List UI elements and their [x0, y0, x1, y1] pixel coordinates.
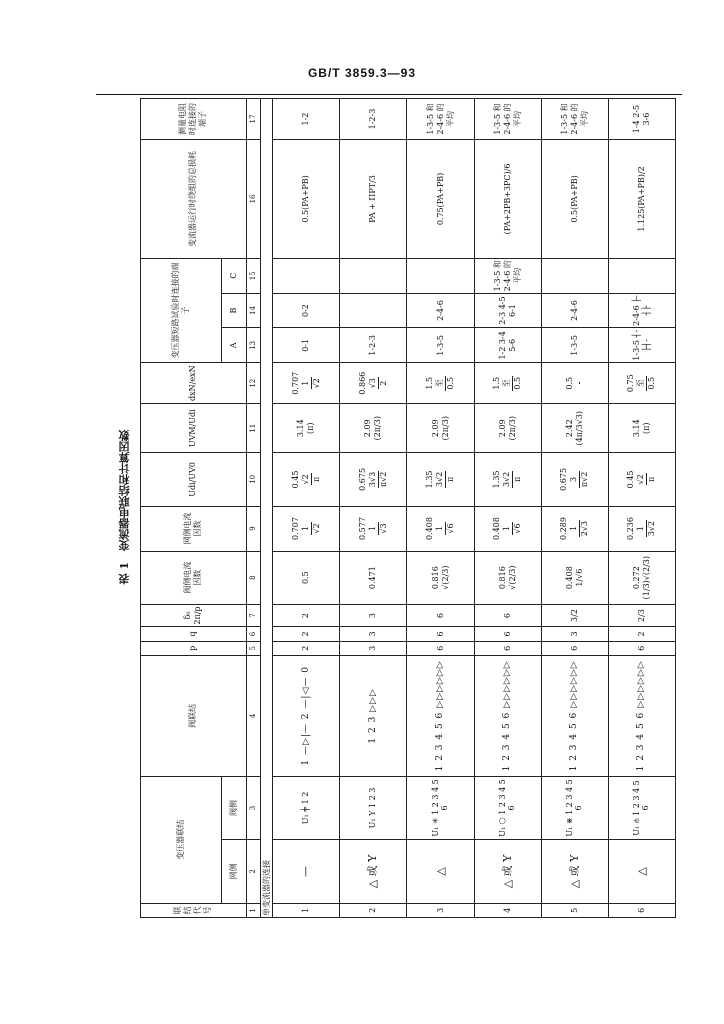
fraction: [368, 377, 389, 389]
value-dxn: 1.5: [492, 376, 502, 390]
cell-line-symbol: △: [608, 840, 675, 903]
denominator: 2: [378, 380, 388, 386]
fraction: [368, 471, 389, 488]
cell-p: 6: [407, 641, 474, 655]
numerator: [579, 382, 580, 384]
cell-udi: [407, 453, 474, 506]
denominator: π√2: [378, 471, 388, 488]
cell-b: 2-4-6: [407, 293, 474, 328]
table-row: [474, 99, 541, 918]
numerator: 至: [636, 376, 647, 391]
value-line-current: 0.408: [492, 517, 502, 540]
cell-dxn: [407, 363, 474, 404]
denominator: π: [513, 476, 523, 483]
denominator: π: [446, 476, 456, 483]
thyristor-bridge-icon: 1 2 3 4 5 6 ▷▷▷▷▷▷: [636, 660, 647, 772]
cell-valve-connection: [608, 655, 675, 776]
col-num: 9: [246, 506, 260, 551]
fraction: [301, 522, 322, 534]
cell-code: 2: [340, 903, 407, 917]
th-line-current-label: 网侧电流: [183, 512, 193, 545]
thyristor-bridge-icon: 1 2 3 ▷▷▷: [367, 688, 378, 744]
cell-udi: [474, 453, 541, 506]
cell-total-loss: (PA+2PB+3PC)/6: [474, 140, 541, 259]
cell-udi: [541, 453, 608, 506]
cell-c: [273, 258, 340, 293]
cell-uvm: [407, 404, 474, 453]
th-valve-side: 阀侧: [222, 776, 246, 839]
th-valve-current-unit: 因数: [193, 569, 203, 586]
value-uvm: 3.14: [631, 419, 641, 438]
cell-valve-connection: [474, 655, 541, 776]
winding-diagram-icon: U₁ ✳ 1 2 3 4 5 6: [431, 779, 450, 837]
cell-valve-current: [407, 551, 474, 604]
value-valve-current: 0.816: [430, 566, 440, 590]
cell-total-loss: 0.5(PA+PB): [273, 140, 340, 259]
cell-valve-current: [340, 551, 407, 604]
cell-code: 3: [407, 903, 474, 917]
numerator: 3√2: [435, 471, 445, 488]
cell-code: 4: [474, 903, 541, 917]
value-uvm: 3.14: [296, 419, 306, 438]
fraction: [579, 382, 580, 384]
cell-c: [407, 258, 474, 293]
fraction: [435, 522, 456, 534]
value-dxn: 1.5: [425, 376, 435, 390]
value-line-current: 0.408: [425, 517, 435, 540]
value-line-current: 0.236: [626, 517, 636, 540]
numerator: 至: [435, 376, 446, 391]
cell-p: 6: [608, 641, 675, 655]
cell-a: 1-3-5: [541, 328, 608, 363]
value-valve-current: 0.471: [368, 566, 378, 590]
th-measure: 测量电阻时连接的端子: [141, 99, 247, 140]
thyristor-bridge-icon: 1 2 3 4 5 6 ▷▷▷▷▷▷: [435, 660, 446, 772]
thyristor-bridge-icon: 1 —▷|— 2 —|◁— 0: [300, 666, 311, 766]
numerator: 1: [502, 522, 513, 534]
page-header: GB/T 3859.3—93: [307, 66, 417, 80]
cell-c: 1-3-5 和 2-4-6 的平均: [474, 258, 541, 293]
table-row: [273, 99, 340, 918]
cell-uvm: [608, 404, 675, 453]
value-udi: 0.675: [357, 467, 367, 491]
numerator: 3√3: [367, 471, 377, 488]
cell-q: 6: [474, 627, 541, 641]
cell-uvm: [474, 404, 541, 453]
cell-p: 6: [541, 641, 608, 655]
formula-valve-current: √(2/3): [440, 565, 450, 590]
fraction: [435, 471, 456, 488]
formula-uvm: (π): [306, 422, 316, 434]
cell-q: 3: [541, 627, 608, 641]
cell-b: [340, 293, 407, 328]
value-udi: 0.45: [290, 470, 300, 489]
cell-c: [541, 258, 608, 293]
winding-diagram-icon: U₁ ⋇ 1 2 3 4 5 6: [565, 779, 584, 837]
th-valve-current-label: 阀侧电流: [183, 561, 193, 594]
converter-table: [140, 98, 676, 918]
cell-q: 3: [340, 627, 407, 641]
value-udi: 1.35: [425, 470, 435, 489]
table-row: [541, 99, 608, 918]
cell-c: [340, 258, 407, 293]
fraction: [301, 377, 322, 389]
numerator: 1: [368, 522, 379, 534]
cell-valve-current: [474, 551, 541, 604]
value-uvm: 2.09: [497, 419, 507, 438]
cell-c: [608, 258, 675, 293]
cell-valve-current: [608, 551, 675, 604]
value-uvm: 2.42: [564, 419, 574, 438]
cell-valve-symbol: [608, 776, 675, 839]
cell-udi: [340, 453, 407, 506]
cell-delta: 6: [474, 604, 541, 627]
value-valve-current: 0.5: [301, 571, 311, 585]
th-line-current-unit: 因数: [193, 520, 203, 537]
formula-uvm: (4π/3√3): [574, 410, 584, 446]
fraction: [502, 471, 523, 488]
denominator: 2√3: [580, 520, 590, 537]
cell-line-current: [407, 506, 474, 551]
formula-uvm: (2π/3): [373, 416, 383, 441]
th-valve-conn: 阀联结: [141, 655, 247, 776]
cell-delta: 2/3: [608, 604, 675, 627]
numerator: 1: [569, 520, 580, 537]
table-body: [273, 99, 676, 918]
fraction: [569, 520, 590, 537]
cell-a: 0-1: [273, 328, 340, 363]
th-dxn: dxN/exN: [141, 363, 247, 404]
cell-p: 6: [474, 641, 541, 655]
cell-measure: 1-3-5 和 2-4-6 的平均: [407, 99, 474, 140]
numerator: √2: [300, 474, 310, 485]
cell-line-symbol: —: [273, 840, 340, 903]
denominator: √6: [446, 523, 456, 534]
th-line-current: [141, 506, 247, 551]
cell-valve-symbol: [407, 776, 474, 839]
numerator: √2: [636, 474, 646, 485]
col-num: 3: [246, 776, 260, 839]
cell-measure: 1-3-5 和 2-4-6 的平均: [474, 99, 541, 140]
cell-line-symbol: △: [407, 840, 474, 903]
value-line-current: 0.577: [357, 517, 367, 540]
fraction: [502, 522, 523, 534]
cell-line-current: [541, 506, 608, 551]
numerator: 1: [301, 377, 312, 389]
formula-valve-current: √(2/3): [507, 565, 517, 590]
value-uvm: 2.09: [363, 419, 373, 438]
cell-line-symbol: △ 或 Y: [474, 840, 541, 903]
cell-b: 2-4-6 ├-┤├: [608, 293, 675, 328]
numerator: 至: [502, 376, 513, 391]
cell-delta: 2: [273, 604, 340, 627]
cell-q: 2: [273, 627, 340, 641]
cell-measure: 1-3-5 和 2-4-6 的平均: [541, 99, 608, 140]
cell-b: 2-4-6: [541, 293, 608, 328]
cell-a: 1-2-3: [340, 328, 407, 363]
fraction: [301, 473, 322, 485]
cell-dxn: [273, 363, 340, 404]
cell-p: 3: [340, 641, 407, 655]
value-dxn: 0.75: [626, 374, 636, 393]
col-num: 13: [246, 328, 260, 363]
cell-delta: 3/2: [541, 604, 608, 627]
numerator: 3√2: [502, 471, 512, 488]
cell-line-current: [340, 506, 407, 551]
denominator: √2: [311, 523, 321, 534]
th-q: q: [141, 627, 247, 641]
cell-valve-connection: [340, 655, 407, 776]
col-num: 15: [246, 258, 260, 293]
cell-a: 1-3-5 ┤-├┤-: [608, 328, 675, 363]
cell-code: 5: [541, 903, 608, 917]
cell-code: 1: [273, 903, 340, 917]
value-dxn: 0.866: [357, 371, 367, 395]
thyristor-bridge-icon: 1 2 3 4 5 6 ▷▷▷▷▷▷: [502, 660, 513, 772]
col-num: 14: [246, 293, 260, 328]
denominator: 0.5: [647, 376, 657, 390]
table-wrap: [140, 98, 676, 918]
col-num: 1: [246, 903, 260, 917]
cell-b: 2-3 4-5 6-1: [474, 293, 541, 328]
cell-p: 2: [273, 641, 340, 655]
fraction: [569, 471, 590, 488]
col-num: 16: [246, 140, 260, 259]
col-num: 2: [246, 840, 260, 903]
value-valve-current: 0.408: [564, 566, 574, 590]
th-line-side: 网侧: [222, 840, 246, 903]
cell-q: 6: [407, 627, 474, 641]
cell-measure: 1-4 2-5 3-6: [608, 99, 675, 140]
cell-b: 0-2: [273, 293, 340, 328]
cell-valve-connection: [273, 655, 340, 776]
fraction: [636, 520, 657, 537]
cell-valve-connection: [407, 655, 474, 776]
value-valve-current: 0.272: [631, 566, 641, 590]
cell-delta: 6: [407, 604, 474, 627]
numerator: 1: [435, 522, 446, 534]
denominator: π: [647, 476, 657, 483]
formula-valve-current: (1/3)√(2/3): [641, 555, 651, 600]
numerator: 3: [569, 471, 580, 488]
cell-dxn: [608, 363, 675, 404]
denominator: √3: [378, 523, 388, 534]
numerator: 1: [636, 520, 647, 537]
winding-diagram-icon: U₁ ⬡ 1 2 3 4 5 6: [498, 779, 517, 837]
th-a: A: [222, 328, 246, 363]
cell-udi: [273, 453, 340, 506]
col-num: 4: [246, 655, 260, 776]
cell-q: 2: [608, 627, 675, 641]
cell-line-current: [474, 506, 541, 551]
winding-diagram-icon: U₁ ⫛ 1 2 3 4 5 6: [632, 780, 651, 836]
table-title: 表 1 变流器电联结和计算因数: [118, 430, 131, 585]
table-row: [340, 99, 407, 918]
denominator: 0.5: [513, 376, 523, 390]
th-short-circuit: 变压器短路试验时连接的端子: [141, 258, 222, 362]
denominator: 0.5: [446, 376, 456, 390]
table-row: [407, 99, 474, 918]
th-p: p: [141, 641, 247, 655]
col-num: 17: [246, 99, 260, 140]
denominator: √6: [513, 523, 523, 534]
th-code: 联结代号: [141, 903, 247, 917]
th-c: C: [222, 258, 246, 293]
th-valve-current: [141, 551, 247, 604]
fraction: [636, 376, 657, 391]
cell-a: 1-3-5: [407, 328, 474, 363]
cell-line-current: [273, 506, 340, 551]
cell-delta: 3: [340, 604, 407, 627]
numerator: √3: [367, 378, 377, 389]
cell-code: 6: [608, 903, 675, 917]
cell-uvm: [273, 404, 340, 453]
cell-a: 1-2 3-4 5-6: [474, 328, 541, 363]
rotated-table: [140, 98, 676, 918]
cell-dxn: [340, 363, 407, 404]
col-num: 12: [246, 363, 260, 404]
cell-valve-connection: [541, 655, 608, 776]
formula-uvm: (π): [641, 422, 651, 434]
formula-valve-current: 1/√6: [574, 568, 584, 587]
cell-uvm: [340, 404, 407, 453]
value-udi: 0.45: [626, 470, 636, 489]
col-num: 6: [246, 627, 260, 641]
value-valve-current: 0.816: [497, 566, 507, 590]
cell-line-current: [608, 506, 675, 551]
cell-measure: 1-2: [273, 99, 340, 140]
cell-udi: [608, 453, 675, 506]
th-delta: δ₀ 2π/p: [141, 604, 247, 627]
numerator: 1: [301, 522, 312, 534]
col-num: 10: [246, 453, 260, 506]
denominator: 3√2: [647, 520, 657, 537]
cell-line-symbol: △ 或 Y: [340, 840, 407, 903]
fraction: [368, 522, 389, 534]
cell-valve-symbol: [474, 776, 541, 839]
header-rule: [96, 94, 682, 95]
fraction: [435, 376, 456, 391]
table-row: [608, 99, 675, 918]
th-total-loss: 变流器运行时绕组的总损耗: [141, 140, 247, 259]
value-udi: 0.675: [559, 467, 569, 491]
th-b: B: [222, 293, 246, 328]
col-num: 11: [246, 404, 260, 453]
fraction: [502, 376, 523, 391]
formula-uvm: (2π/3): [440, 416, 450, 441]
cell-valve-current: [273, 551, 340, 604]
cell-total-loss: PA + ΠPT/3: [340, 140, 407, 259]
cell-total-loss: 1.125(PA+PB)/2: [608, 140, 675, 259]
winding-diagram-icon: U₁ Y 1 2 3: [368, 787, 378, 829]
cell-total-loss: 0.75(PA+PB): [407, 140, 474, 259]
value-dxn: 0.5: [564, 376, 574, 390]
value-uvm: 2.09: [430, 419, 440, 438]
fraction: [636, 473, 657, 485]
cell-total-loss: 0.5(PA+PB): [541, 140, 608, 259]
formula-uvm: (2π/3): [507, 416, 517, 441]
winding-diagram-icon: U₁ ╪ 1 2: [301, 791, 311, 825]
cell-dxn: [474, 363, 541, 404]
cell-uvm: [541, 404, 608, 453]
denominator: √2: [311, 378, 321, 389]
cell-valve-symbol: [340, 776, 407, 839]
th-udi: Udi/UV0: [141, 453, 247, 506]
section-label: 单变流器的连接: [261, 99, 273, 918]
cell-line-symbol: △ 或 Y: [541, 840, 608, 903]
thyristor-bridge-icon: 1 2 3 4 5 6 ▷▷▷▷▷▷: [569, 660, 580, 772]
value-udi: 1.35: [492, 470, 502, 489]
value-dxn: 0.707: [290, 371, 300, 395]
denominator: π√2: [580, 471, 590, 488]
col-num: 5: [246, 641, 260, 655]
cell-valve-current: [541, 551, 608, 604]
denominator: π: [311, 476, 321, 483]
cell-valve-symbol: [541, 776, 608, 839]
value-line-current: 0.289: [559, 517, 569, 540]
cell-measure: 1-2-3: [340, 99, 407, 140]
th-uvm: UVM/Udi: [141, 404, 247, 453]
column-numbers: [246, 99, 260, 918]
th-transformer: 变压器联结: [141, 776, 222, 903]
value-line-current: 0.707: [290, 517, 300, 540]
cell-valve-symbol: [273, 776, 340, 839]
col-num: 8: [246, 551, 260, 604]
cell-dxn: [541, 363, 608, 404]
col-num: 7: [246, 604, 260, 627]
